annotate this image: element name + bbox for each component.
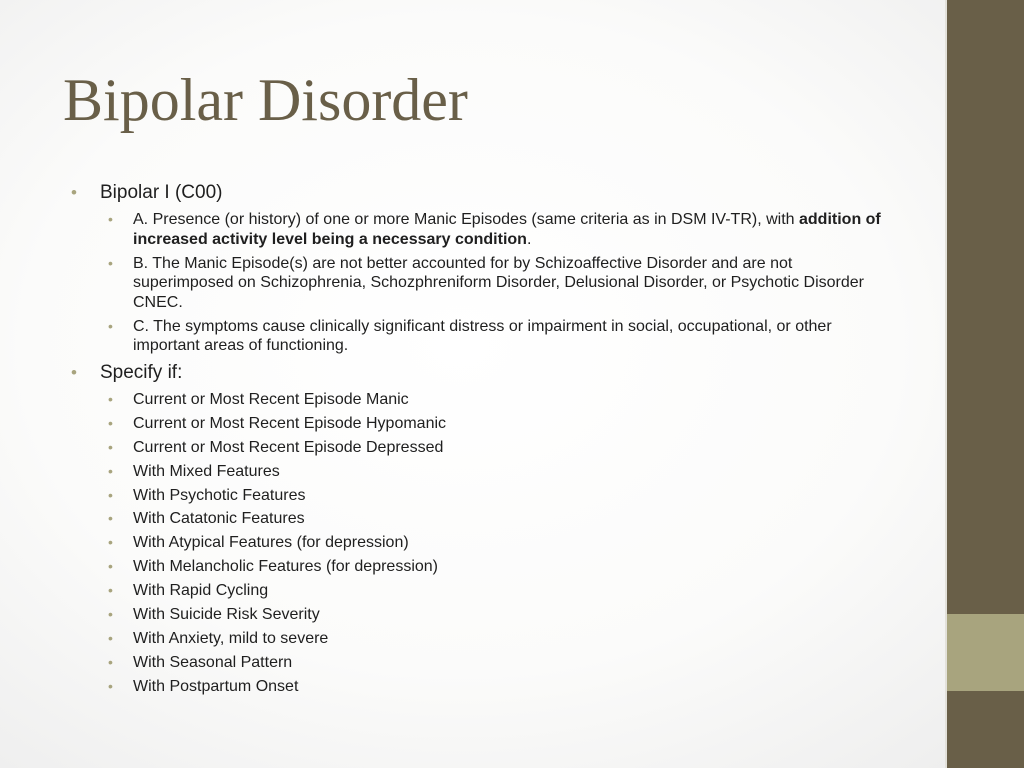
specifier-text: With Atypical Features (for depression)	[133, 534, 409, 552]
bullet-icon: •	[108, 582, 113, 599]
bullet-icon: •	[108, 558, 113, 575]
list-item	[100, 581, 891, 601]
section-heading: Bipolar I (C00)	[100, 182, 223, 203]
sidebar-accent-block	[947, 614, 1024, 691]
list-item	[100, 486, 891, 506]
criterion-text: A. Presence (or history) of one or more Manic Episodes (same criteria as in DSM IV-TR), with	[133, 211, 799, 228]
list-item	[100, 414, 891, 434]
bullet-icon: •	[108, 677, 113, 694]
criterion-emphasis: addition of increased activity level being a necessary condition	[133, 211, 881, 248]
bullet-icon: •	[108, 254, 113, 271]
criterion-text: B. The Manic Episode(s) are not better accounted for by Schizoaffective Disorder and are not superimposed on Schizophrenia, Schozphreniform Disorder, Delusional Disorder, or Psychotic Disorder CNEC.	[133, 254, 865, 311]
list-item	[100, 462, 891, 482]
bullet-icon: •	[71, 183, 77, 202]
specifier-text: With Seasonal Pattern	[133, 653, 293, 671]
section-bipolar-i	[71, 180, 891, 356]
criterion-tail: .	[526, 230, 532, 248]
section-heading: Specify if:	[100, 362, 183, 383]
bullet-icon: •	[108, 317, 113, 334]
specifier-text: Current or Most Recent Episode Manic	[133, 391, 409, 408]
criterion-text: C. The symptoms cause clinically significant distress or impairment in social, occupational, or other important areas of functioning.	[133, 317, 832, 354]
bullet-icon: •	[71, 363, 77, 382]
bullet-icon: •	[108, 534, 113, 551]
specifier-text: With Anxiety, mild to severe	[133, 629, 329, 647]
specifier-text: With Psychotic Features	[133, 486, 306, 504]
list-item	[100, 390, 891, 410]
specifier-text: With Mixed Features	[133, 462, 280, 480]
bullet-icon: •	[108, 438, 113, 455]
bullet-list	[71, 180, 891, 696]
bullet-icon: •	[108, 653, 113, 670]
bullet-icon: •	[108, 606, 113, 623]
specifier-text: With Postpartum Onset	[133, 677, 299, 695]
specifier-list	[100, 390, 891, 696]
list-item	[100, 509, 891, 529]
specifier-text: With Melancholic Features (for depression)	[133, 558, 439, 576]
section-specifiers	[71, 360, 891, 696]
list-item	[100, 438, 891, 458]
slide-body	[71, 180, 891, 701]
bullet-icon: •	[108, 211, 113, 227]
bullet-icon: •	[108, 510, 113, 527]
list-item	[100, 605, 891, 625]
specifier-text: With Catatonic Features	[133, 510, 305, 528]
bullet-icon: •	[108, 414, 113, 431]
bullet-icon: •	[108, 462, 113, 479]
list-item	[100, 533, 891, 553]
bullet-icon: •	[108, 391, 113, 407]
slide-title: Bipolar Disorder	[63, 67, 468, 133]
list-item	[100, 557, 891, 577]
bullet-icon: •	[108, 629, 113, 646]
specifier-text: With Suicide Risk Severity	[133, 606, 320, 624]
criterion-b	[100, 254, 891, 313]
criterion-a	[100, 210, 891, 249]
bullet-icon: •	[108, 486, 113, 503]
criteria-list	[100, 210, 891, 356]
list-item	[100, 677, 891, 697]
specifier-text: Current or Most Recent Episode Hypomanic	[133, 414, 447, 432]
list-item	[100, 629, 891, 649]
criterion-c	[100, 317, 891, 356]
list-item	[100, 653, 891, 673]
specifier-text: Current or Most Recent Episode Depressed	[133, 438, 444, 456]
specifier-text: With Rapid Cycling	[133, 582, 269, 600]
